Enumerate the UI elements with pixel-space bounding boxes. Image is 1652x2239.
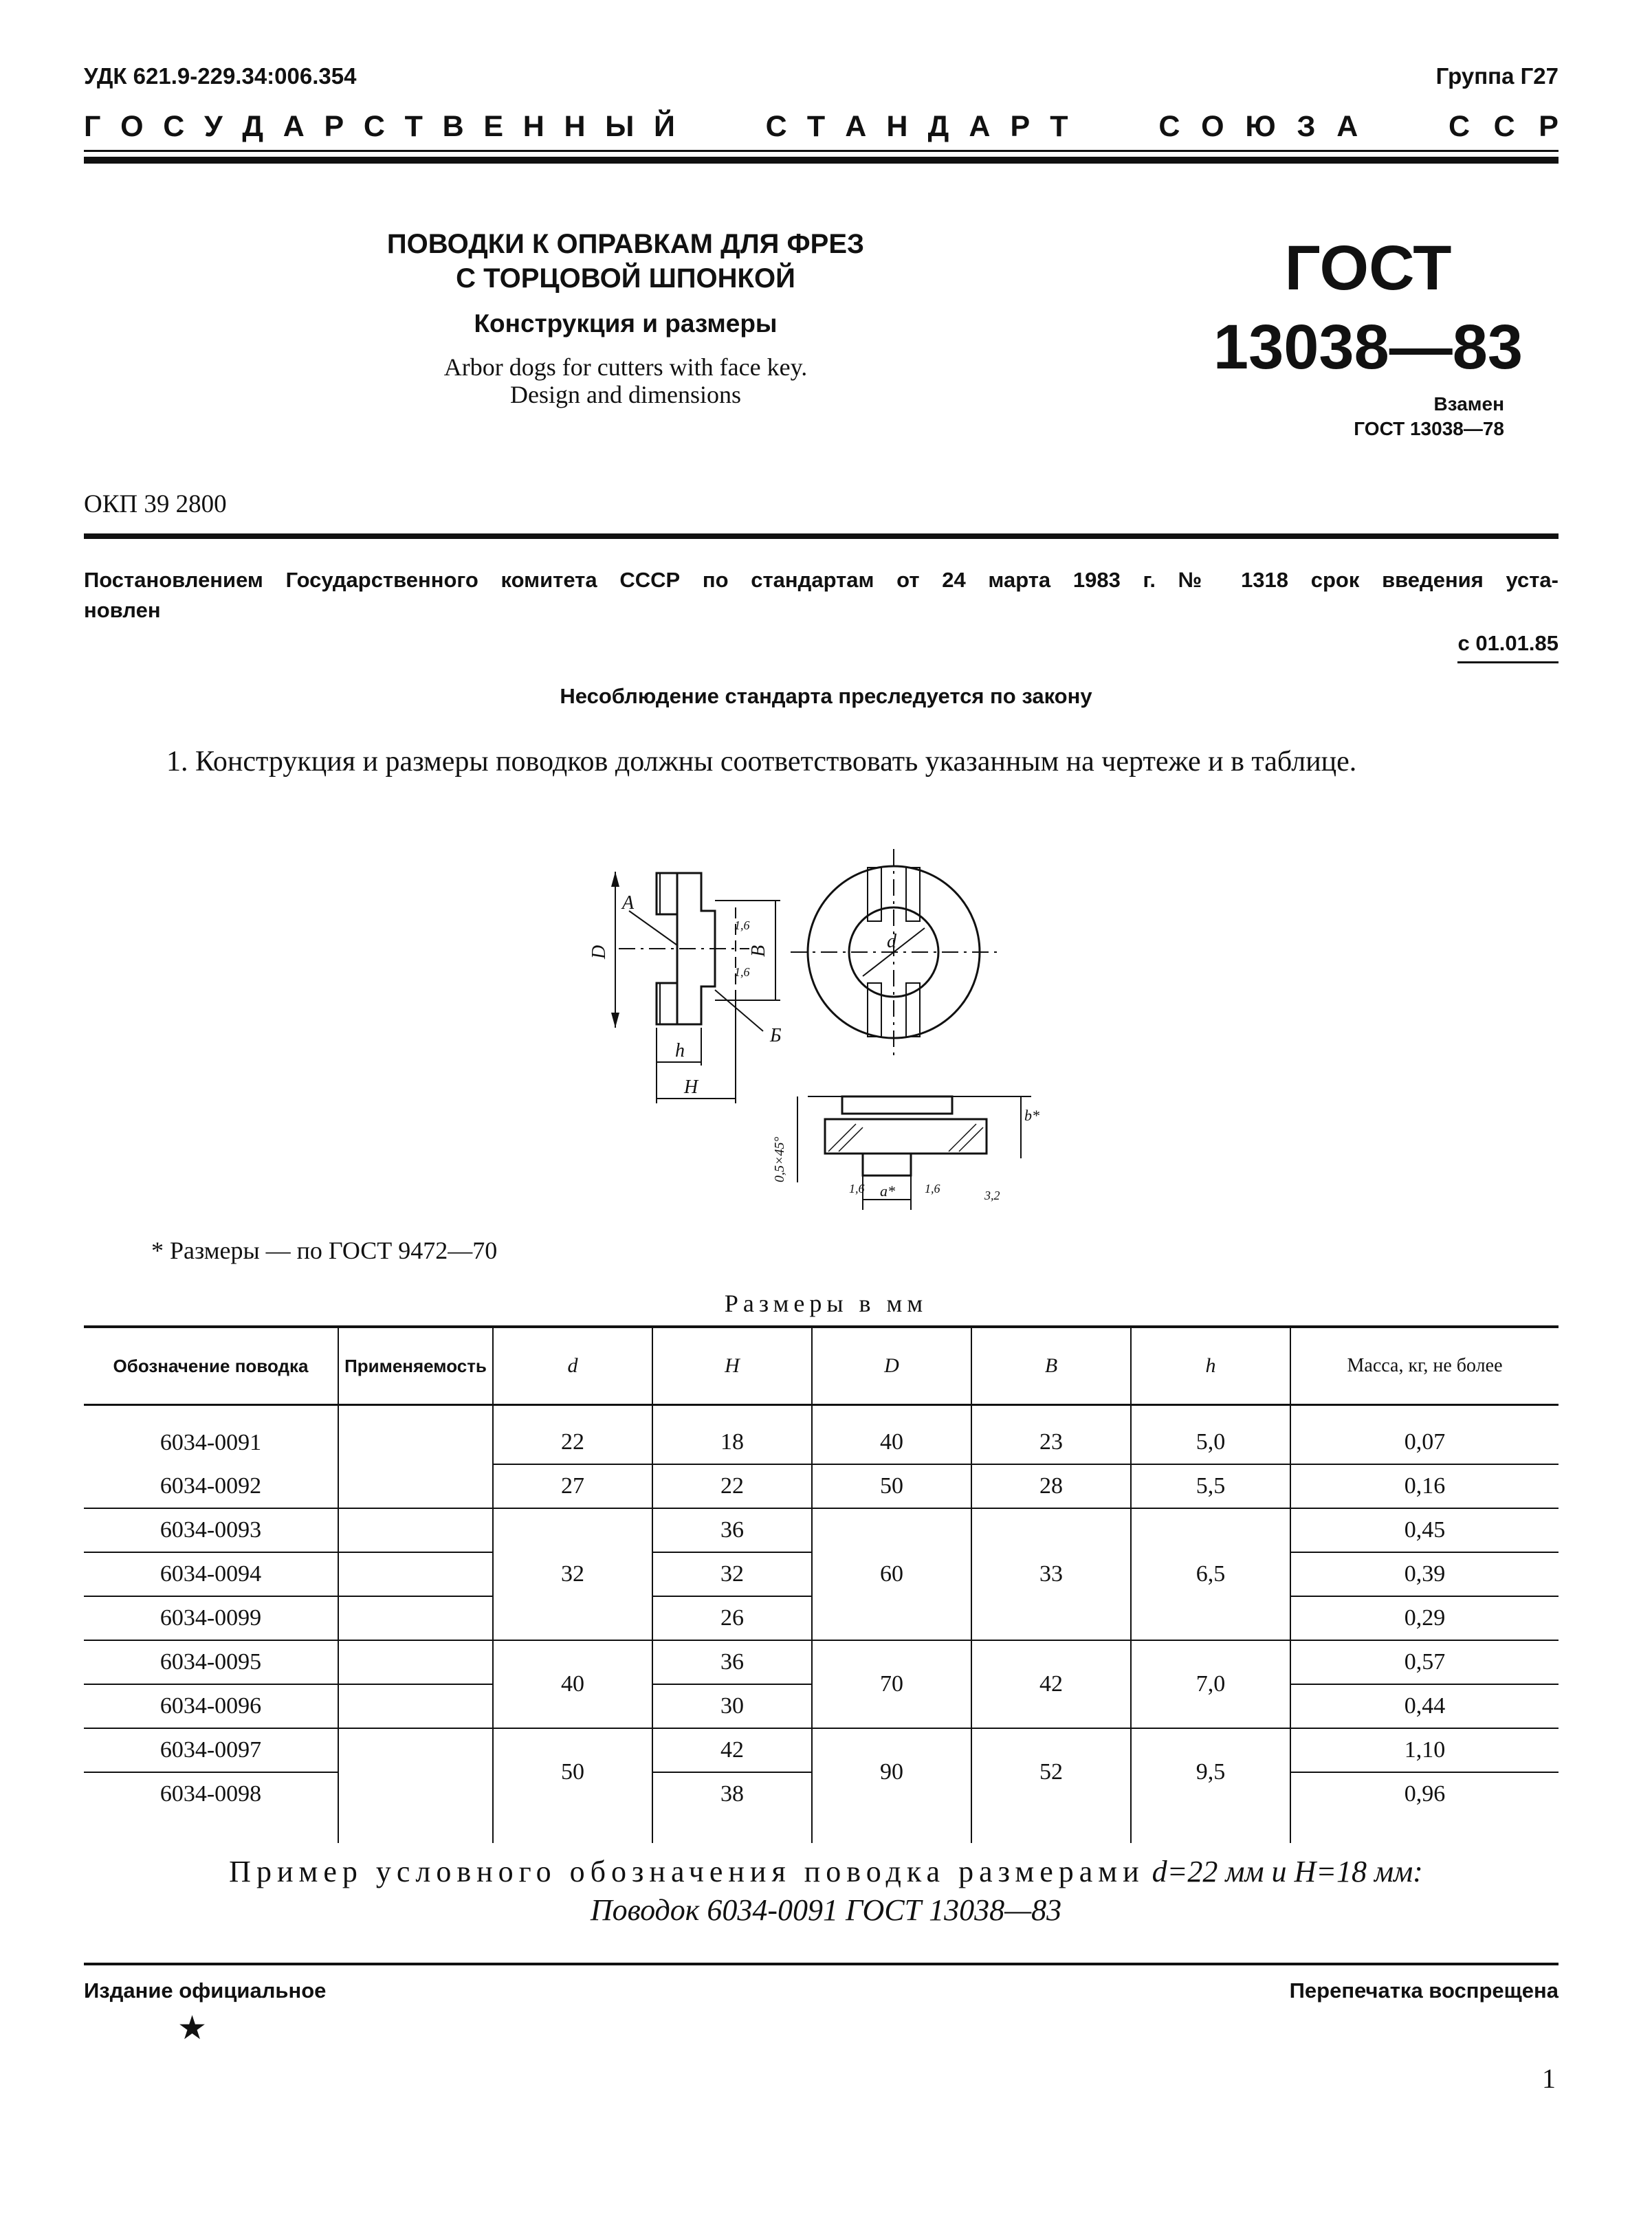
banner-letter: Н	[564, 110, 586, 143]
label-roughness-1: 1,6	[734, 918, 750, 932]
title-english-1: Arbor dogs for cutters with face key.	[443, 353, 808, 381]
example-block	[0, 1853, 1652, 1930]
header-B: B	[971, 1327, 1131, 1405]
label-b-star: b*	[1024, 1107, 1039, 1124]
header-designation: Обозначение поводка	[84, 1327, 338, 1405]
cell-D: 70	[812, 1640, 971, 1728]
cell-designation: 6034-0091	[159, 1429, 262, 1455]
label-d-outer: D	[588, 945, 610, 959]
cell-designation: 6034-0093	[84, 1508, 338, 1552]
banner-letter: О	[1201, 110, 1224, 143]
cell-designation: 6034-0092	[84, 1464, 338, 1508]
label-chamfer: 0,5×45°	[772, 1136, 787, 1182]
banner-letter: С	[1448, 110, 1471, 143]
banner-letter: Е	[483, 110, 504, 143]
label-roughness-2: 1,6	[734, 965, 750, 979]
group-code: Группа Г27	[1435, 63, 1559, 89]
banner-letter: Р	[324, 110, 344, 143]
table-row	[84, 1421, 1559, 1464]
cell-mass: 0,39	[1290, 1552, 1559, 1596]
cell-mass: 0,44	[1290, 1684, 1559, 1728]
reprint-prohibited: Перепечатка воспрещена	[1289, 1978, 1559, 2003]
cell-D: 40	[812, 1421, 971, 1464]
label-b: B	[748, 945, 769, 957]
cell-H: 36	[652, 1508, 812, 1552]
cell-H: 32	[652, 1552, 812, 1596]
title-line-2: С ТОРЦОВОЙ ШПОНКОЙ	[456, 263, 795, 294]
cell-designation: 6034-0094	[84, 1552, 338, 1596]
label-h-small: h	[675, 1040, 685, 1061]
example-designation: Поводок 6034-0091 ГОСТ 13038—83	[590, 1893, 1062, 1927]
banner-letter: О	[120, 110, 144, 143]
cell-designation: 6034-0097	[84, 1728, 338, 1772]
footer-rule	[84, 1963, 1559, 1965]
cell-d: 40	[493, 1640, 652, 1728]
banner-letter: А	[283, 110, 305, 143]
cell-designation: 6034-0098	[159, 1781, 262, 1807]
banner-letter: Й	[654, 110, 675, 143]
header-d: d	[493, 1327, 652, 1405]
label-d-bore: d	[887, 931, 896, 952]
star-icon: ★	[177, 2010, 208, 2047]
banner-letter: Ы	[605, 110, 635, 143]
cell-d: 50	[493, 1728, 652, 1816]
page-number: 1	[1542, 2063, 1556, 2094]
example-line-1	[0, 1853, 1652, 1891]
cell-H: 18	[652, 1421, 812, 1464]
label-roughness-3: 1,6	[849, 1182, 865, 1195]
cell-B: 33	[971, 1508, 1131, 1640]
header-H: H	[652, 1327, 812, 1405]
label-h-large: H	[684, 1077, 698, 1098]
paragraph-1: 1. Конструкция и размеры поводков должны соответствовать указанным на чертеже и в таблице.	[166, 746, 1357, 777]
cell-designation: 6034-0096	[84, 1684, 338, 1728]
banner-letter: С	[1158, 110, 1180, 143]
banner-letter: С	[765, 110, 787, 143]
banner-letter: Н	[886, 110, 908, 143]
replaces-label: Взамен	[1433, 393, 1504, 415]
banner-letter: А	[845, 110, 867, 143]
cell-h: 7,0	[1131, 1640, 1290, 1728]
header-applicability: Применяемость	[338, 1327, 493, 1405]
title-english-2: Design and dimensions	[510, 381, 741, 408]
cell-B: 52	[971, 1728, 1131, 1816]
cell-mass: 0,96	[1290, 1772, 1559, 1816]
cell-h: 5,0	[1131, 1421, 1290, 1464]
cell-mass: 0,57	[1290, 1640, 1559, 1684]
cell-h: 5,5	[1131, 1464, 1290, 1508]
label-a-star: a*	[880, 1182, 895, 1200]
banner-letter: З	[1297, 110, 1316, 143]
cell-mass: 0,16	[1290, 1464, 1559, 1508]
cell-D: 90	[812, 1728, 971, 1816]
banner-letter: Г	[84, 110, 101, 143]
title-subtitle: Конструкция и размеры	[474, 309, 778, 338]
banner-letter: Т	[806, 110, 826, 143]
label-roughness-5: 3,2	[984, 1189, 1000, 1202]
cell-d: 27	[493, 1464, 652, 1508]
label-b-side: Б	[770, 1025, 782, 1046]
header-D: D	[812, 1327, 971, 1405]
gost-number: 13038—83	[1213, 312, 1523, 382]
okp-code: ОКП 39 2800	[84, 490, 227, 518]
cell-D: 50	[812, 1464, 971, 1508]
banner-letter: Р	[1010, 110, 1031, 143]
cell-designation: 6034-0095	[84, 1640, 338, 1684]
header-h: h	[1131, 1327, 1290, 1405]
table-row	[84, 1640, 1559, 1684]
banner-letter: А	[969, 110, 991, 143]
cell-H: 38	[652, 1772, 812, 1816]
banner-letter: Ю	[1245, 110, 1276, 143]
cell-h: 6,5	[1131, 1508, 1290, 1640]
udk-code: УДК 621.9-229.34:006.354	[84, 63, 357, 89]
banner-letter: С	[163, 110, 185, 143]
title-line-1: ПОВОДКИ К ОПРАВКАМ ДЛЯ ФРЕЗ	[386, 229, 865, 259]
banner-letter: С	[1493, 110, 1515, 143]
cell-h: 9,5	[1131, 1728, 1290, 1816]
banner-letter: А	[1336, 110, 1358, 143]
decree-line-1: Постановлением Государственного комитета СССР по стандартам от 24 марта 1983 г. № 1318 срок введения уста-	[84, 568, 1559, 592]
footnote: * Размеры — по ГОСТ 9472—70	[151, 1237, 498, 1264]
cell-mass: 0,45	[1290, 1508, 1559, 1552]
banner-letter: Н	[522, 110, 544, 143]
banner-letter: Т	[1050, 110, 1068, 143]
banner-letter: Р	[1539, 110, 1559, 143]
cell-D: 60	[812, 1508, 971, 1640]
label-a: А	[622, 892, 635, 914]
example-params: d=22 мм и H=18 мм:	[1152, 1855, 1423, 1888]
decree-line-2: новлен	[84, 598, 161, 622]
cell-B: 23	[971, 1421, 1131, 1464]
cell-mass: 1,10	[1290, 1728, 1559, 1772]
replaces-standard: ГОСТ 13038—78	[1354, 418, 1504, 439]
law-notice: Несоблюдение стандарта преследуется по закону	[560, 684, 1092, 708]
banner-letter: Д	[927, 110, 949, 143]
cell-H: 36	[652, 1640, 812, 1684]
header-mass: Масса, кг, не более	[1290, 1327, 1559, 1405]
official-edition: Издание официальное	[84, 1978, 327, 2003]
banner-letter: В	[442, 110, 464, 143]
effective-date: с 01.01.85	[1457, 631, 1559, 663]
banner-letter: Д	[242, 110, 264, 143]
table-row	[84, 1728, 1559, 1772]
table-row	[84, 1508, 1559, 1552]
table-row	[84, 1464, 1559, 1508]
cell-d: 32	[493, 1508, 652, 1640]
cell-H: 30	[652, 1684, 812, 1728]
gost-name: ГОСТ	[1284, 233, 1452, 303]
table-caption: Размеры в мм	[724, 1290, 928, 1317]
cell-H: 42	[652, 1728, 812, 1772]
dimensions-table	[84, 1325, 1559, 1843]
cell-d: 22	[493, 1421, 652, 1464]
cell-designation: 6034-0099	[84, 1596, 338, 1640]
label-roughness-4: 1,6	[925, 1182, 940, 1195]
banner-letter: У	[203, 110, 223, 143]
cell-B: 42	[971, 1640, 1131, 1728]
example-lead: Пример условного обозначения поводка размерами	[229, 1855, 1145, 1888]
banner-letter: Т	[404, 110, 423, 143]
cell-mass: 0,07	[1290, 1421, 1559, 1464]
cell-mass: 0,29	[1290, 1596, 1559, 1640]
cell-H: 26	[652, 1596, 812, 1640]
cell-H: 22	[652, 1464, 812, 1508]
cell-B: 28	[971, 1464, 1131, 1508]
banner-letter: С	[363, 110, 385, 143]
